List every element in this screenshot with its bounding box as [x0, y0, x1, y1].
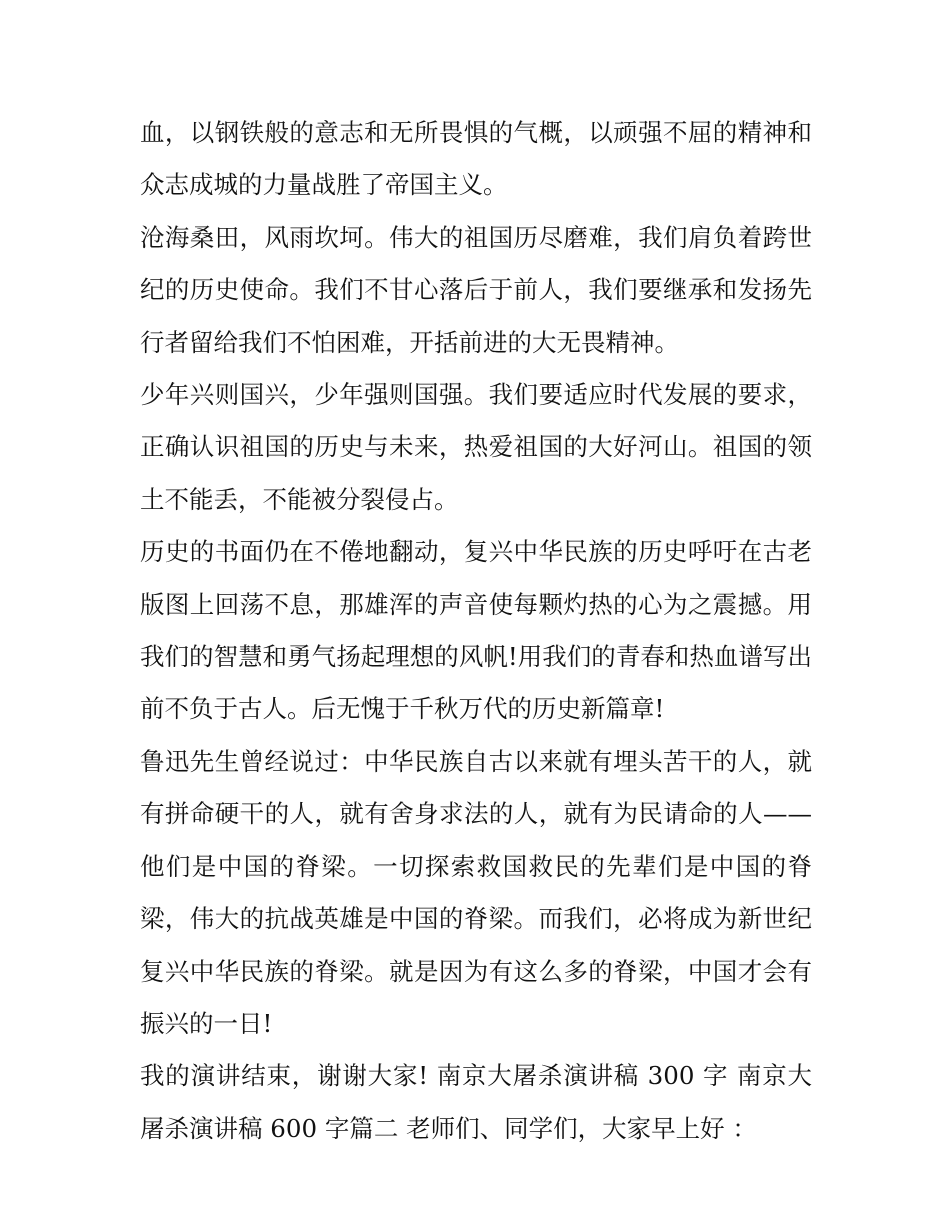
- paragraph-lu-xun-quote: 鲁迅先生曾经说过：中华民族自古以来就有埋头苦干的人，就有拼命硬干的人，就有舍身求法的人，就有为民请命的人——他们是中国的脊梁。一切探索救国救民的先辈们是中国的脊梁，伟大的抗战英雄是中国的脊梁。而我们，必将成为新世纪复兴中华民族的脊梁。就是因为有这么多的脊梁，中国才会有振兴的一日!: [140, 746, 812, 1038]
- paragraph-imperialism-victory: 血，以钢铁般的意志和无所畏惧的气概，以顽强不屈的精神和众志成城的力量战胜了帝国主义。: [140, 118, 812, 200]
- paragraph-history-call: 历史的书面仍在不倦地翻动，复兴中华民族的历史呼吁在古老版图上回荡不息，那雄浑的声音使每颗灼热的心为之震撼。用我们的智慧和勇气扬起理想的风帆!用我们的青春和热血谱写出前不负于古人。后无愧于千秋万代的历史新篇章!: [140, 537, 812, 724]
- paragraph-historic-mission: 沧海桑田，风雨坎坷。伟大的祖国历尽磨难，我们肩负着跨世纪的历史使命。我们不甘心落后于前人，我们要继承和发扬先行者留给我们不怕困难，开括前进的大无畏精神。: [140, 222, 812, 357]
- paragraph-youth-strength: 少年兴则国兴，少年强则国强。我们要适应时代发展的要求，正确认识祖国的历史与未来，热爱祖国的大好河山。祖国的领土不能丢，不能被分裂侵占。: [140, 380, 812, 514]
- paragraph-closing: 我的演讲结束，谢谢大家! 南京大屠杀演讲稿 300 字 南京大屠杀演讲稿 600 字篇二 老师们、同学们，大家早上好 ：: [140, 1061, 812, 1143]
- speech-text-body: [140, 107, 812, 1155]
